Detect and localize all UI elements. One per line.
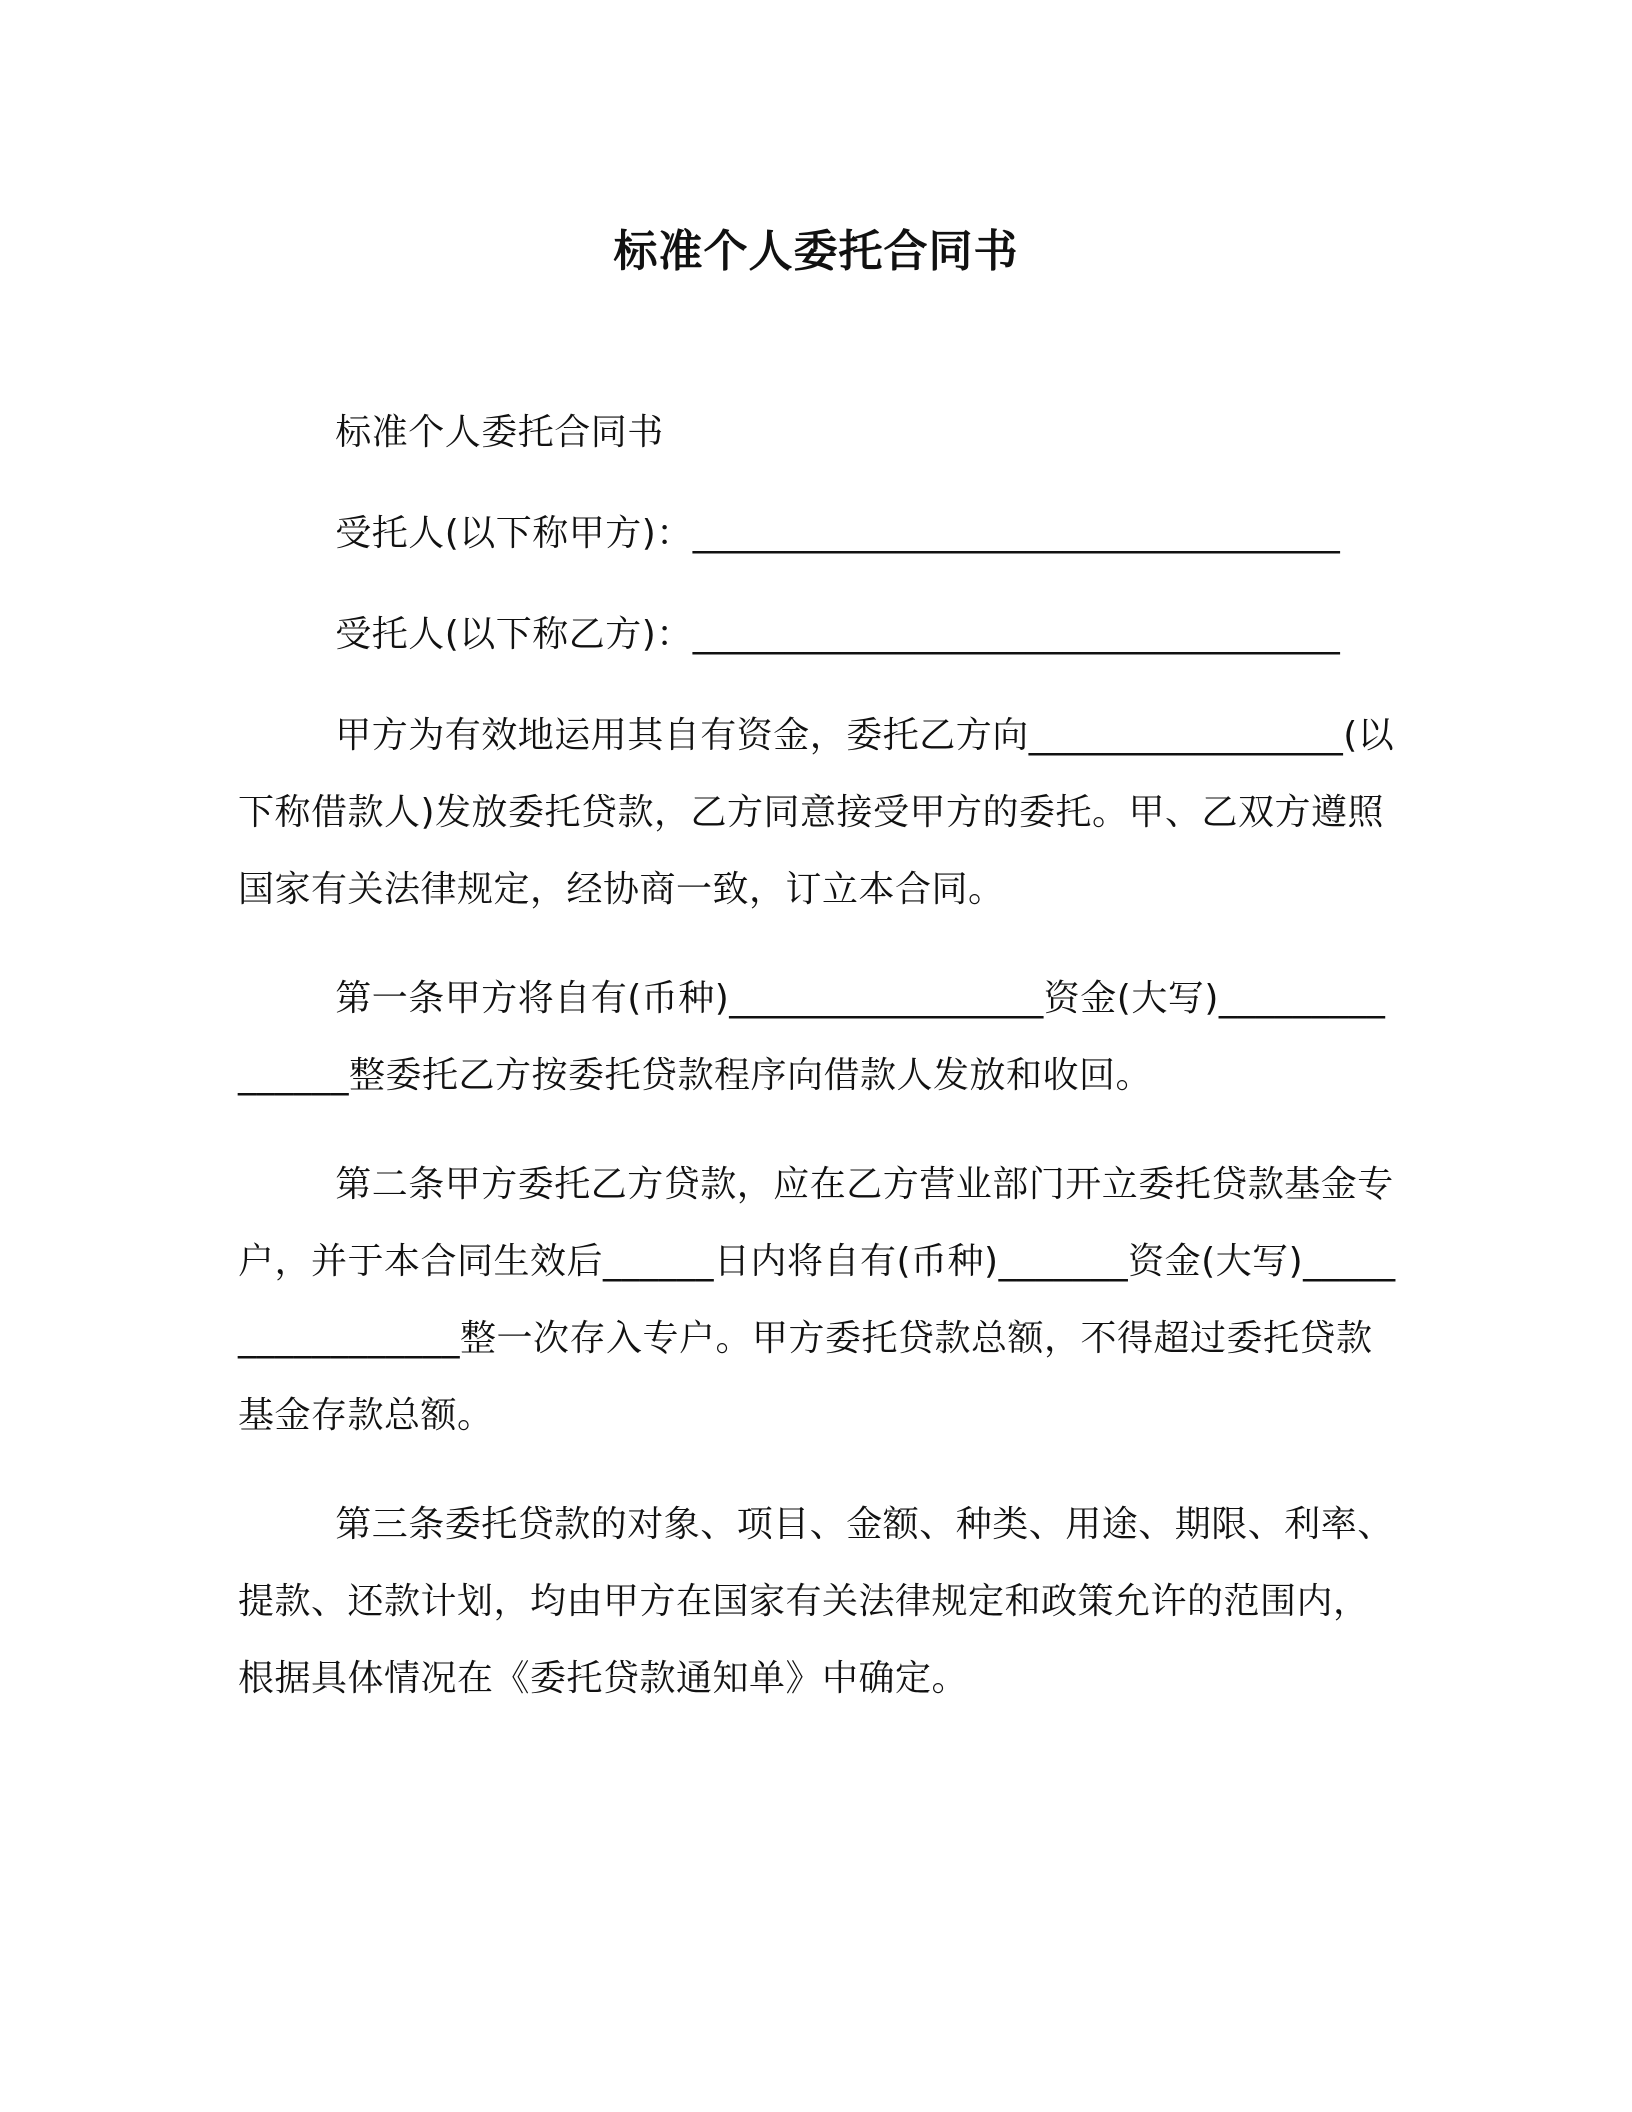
paragraph-article-1: 第一条甲方将自有(币种)_________________资金(大写)_______________整委托乙方按委托贷款程序向借款人发放和收回。 xyxy=(238,978,1386,1096)
paragraph-article-2: 第二条甲方委托乙方贷款，应在乙方营业部门开立委托贷款基金专户，并于本合同生效后______日内将自有(币种)_______资金(大写)_________________整一次存入专户。甲方委托贷款总额，不得超过委托贷款基金存款总额。 xyxy=(238,1164,1396,1436)
document-body xyxy=(238,394,1398,1749)
paragraph-party-a: 受托人(以下称甲方)：___________________________________ xyxy=(335,513,1341,554)
paragraph-party-b: 受托人(以下称乙方)：___________________________________ xyxy=(335,614,1341,655)
document-title: 标准个人委托合同书 xyxy=(613,226,1019,277)
paragraph-subtitle: 标准个人委托合同书 xyxy=(335,412,664,453)
paragraph-article-3: 第三条委托贷款的对象、项目、金额、种类、用途、期限、利率、提款、还款计划，均由甲方在国家有关法律规定和政策允许的范围内，根据具体情况在《委托贷款通知单》中确定。 xyxy=(238,1504,1394,1699)
paragraph-preamble: 甲方为有效地运用其自有资金，委托乙方向_________________(以下称借款人)发放委托贷款，乙方同意接受甲方的委托。甲、乙双方遵照国家有关法律规定，经协商一致，订立本合同。 xyxy=(238,715,1395,910)
